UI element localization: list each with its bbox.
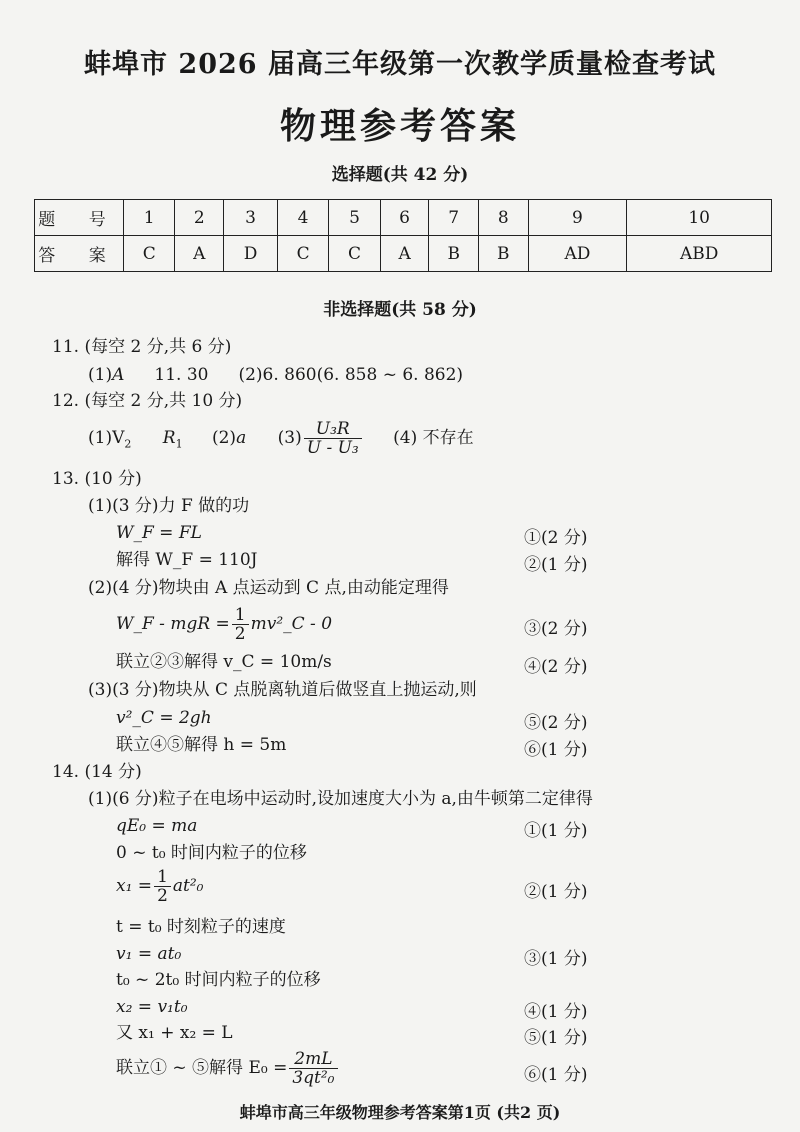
answer-cell: C bbox=[124, 236, 175, 272]
q14-eq4: x₂ = v₁t₀ bbox=[116, 997, 188, 1017]
question-number-cell: 7 bbox=[429, 200, 479, 236]
q12-fraction: $\frac{\text{U₃R}}{\text{U - U₃}}$ bbox=[304, 420, 362, 457]
row-label: 题 号 bbox=[35, 200, 124, 236]
q13-part2: (2)(4 分)物块由 A 点运动到 C 点,由动能定理得 bbox=[88, 578, 449, 598]
table-row-answers bbox=[35, 236, 772, 272]
q13-heading: 13. (10 分) bbox=[52, 469, 142, 489]
q11-answer-line: (1)A 11. 30 (2)6. 860(6. 858 ~ 6. 862) bbox=[88, 365, 464, 385]
q14-eq1: qE₀ = ma bbox=[116, 816, 198, 836]
question-number-cell: 2 bbox=[175, 200, 224, 236]
score-mark: ①(2 分) bbox=[524, 528, 588, 548]
q14-text2: t = t₀ 时刻粒子的速度 bbox=[116, 917, 286, 937]
page-footer: 蚌埠市高三年级物理参考答案第1页 (共2 页) bbox=[239, 1103, 561, 1122]
q13-eq4: 联立②③解得 v_C = 10m/s bbox=[116, 652, 332, 672]
score-mark: ⑤(2 分) bbox=[524, 713, 588, 733]
q13-eq5: v²_C = 2gh bbox=[116, 708, 212, 728]
question-number-cell: 10 bbox=[627, 200, 772, 236]
exam-title: 蚌埠市 2026 届高三年级第一次教学质量检查考试 bbox=[84, 49, 716, 80]
score-mark: ⑥(1 分) bbox=[524, 1065, 588, 1085]
q14-text3: t₀ ~ 2t₀ 时间内粒子的位移 bbox=[116, 970, 321, 990]
q13-part1: (1)(3 分)力 F 做的功 bbox=[88, 496, 250, 516]
score-mark: ③(1 分) bbox=[524, 949, 588, 969]
q14-eq5: 又 x₁ + x₂ = L bbox=[116, 1023, 233, 1043]
q14-eq2: x₁ = $\frac{1}{2}$ at²₀ bbox=[116, 867, 204, 906]
answer-cell: C bbox=[329, 236, 380, 272]
answer-cell: AD bbox=[528, 236, 627, 272]
score-mark: ②(1 分) bbox=[524, 555, 588, 575]
document-title: 物理参考答案 bbox=[279, 105, 520, 147]
q13-eq2: 解得 W_F = 110J bbox=[116, 550, 258, 570]
score-mark: ③(2 分) bbox=[524, 619, 588, 639]
q14-part1: (1)(6 分)粒子在电场中运动时,设加速度大小为 a,由牛顿第二定律得 bbox=[88, 789, 593, 809]
answer-cell: ABD bbox=[627, 236, 772, 272]
answer-cell: C bbox=[277, 236, 328, 272]
score-mark: ⑥(1 分) bbox=[524, 740, 588, 760]
answer-table bbox=[34, 199, 772, 272]
answer-cell: A bbox=[380, 236, 429, 272]
q14-eq3: v₁ = at₀ bbox=[116, 944, 182, 964]
score-mark: ⑤(1 分) bbox=[524, 1028, 588, 1048]
question-number-cell: 1 bbox=[124, 200, 175, 236]
table-row-numbers bbox=[35, 200, 772, 236]
q12-answer-line: $(1)V_2$ $R_1$ (2)a (3) $\frac{\text{U₃R}}{\text{U - U₃}}$ (4) 不存在 bbox=[88, 419, 474, 458]
score-mark: ②(1 分) bbox=[524, 882, 588, 902]
q13-eq6: 联立④⑤解得 h = 5m bbox=[116, 735, 287, 755]
answer-cell: D bbox=[224, 236, 278, 272]
question-number-cell: 8 bbox=[478, 200, 528, 236]
question-number-cell: 3 bbox=[224, 200, 278, 236]
answer-cell: B bbox=[429, 236, 479, 272]
question-number-cell: 9 bbox=[528, 200, 627, 236]
section-free-response-title: 非选择题(共 58 分) bbox=[323, 300, 477, 320]
q14-text1: 0 ~ t₀ 时间内粒子的位移 bbox=[116, 843, 307, 863]
q11-heading: 11. (每空 2 分,共 6 分) bbox=[52, 337, 232, 357]
answer-cell: A bbox=[175, 236, 224, 272]
question-number-cell: 5 bbox=[329, 200, 380, 236]
row-label: 答 案 bbox=[35, 236, 124, 272]
score-mark: ④(1 分) bbox=[524, 1002, 588, 1022]
q13-eq1: W_F = FL bbox=[116, 523, 202, 543]
answer-cell: B bbox=[478, 236, 528, 272]
q14-heading: 14. (14 分) bbox=[52, 762, 142, 782]
question-number-cell: 4 bbox=[277, 200, 328, 236]
score-mark: ①(1 分) bbox=[524, 821, 588, 841]
q12-heading: 12. (每空 2 分,共 10 分) bbox=[52, 391, 243, 411]
q14-eq6: 联立① ~ ⑤解得 E₀ = $\frac{2mL}{\text{3qt²₀}}$ bbox=[116, 1050, 340, 1087]
q13-eq3: W_F - mgR = $\frac{1}{2}$ mv²_C - 0 bbox=[116, 605, 333, 644]
score-mark: ④(2 分) bbox=[524, 657, 588, 677]
question-number-cell: 6 bbox=[380, 200, 429, 236]
q13-part3: (3)(3 分)物块从 C 点脱离轨道后做竖直上抛运动,则 bbox=[88, 680, 477, 700]
section-multiple-choice-title: 选择题(共 42 分) bbox=[331, 165, 469, 185]
